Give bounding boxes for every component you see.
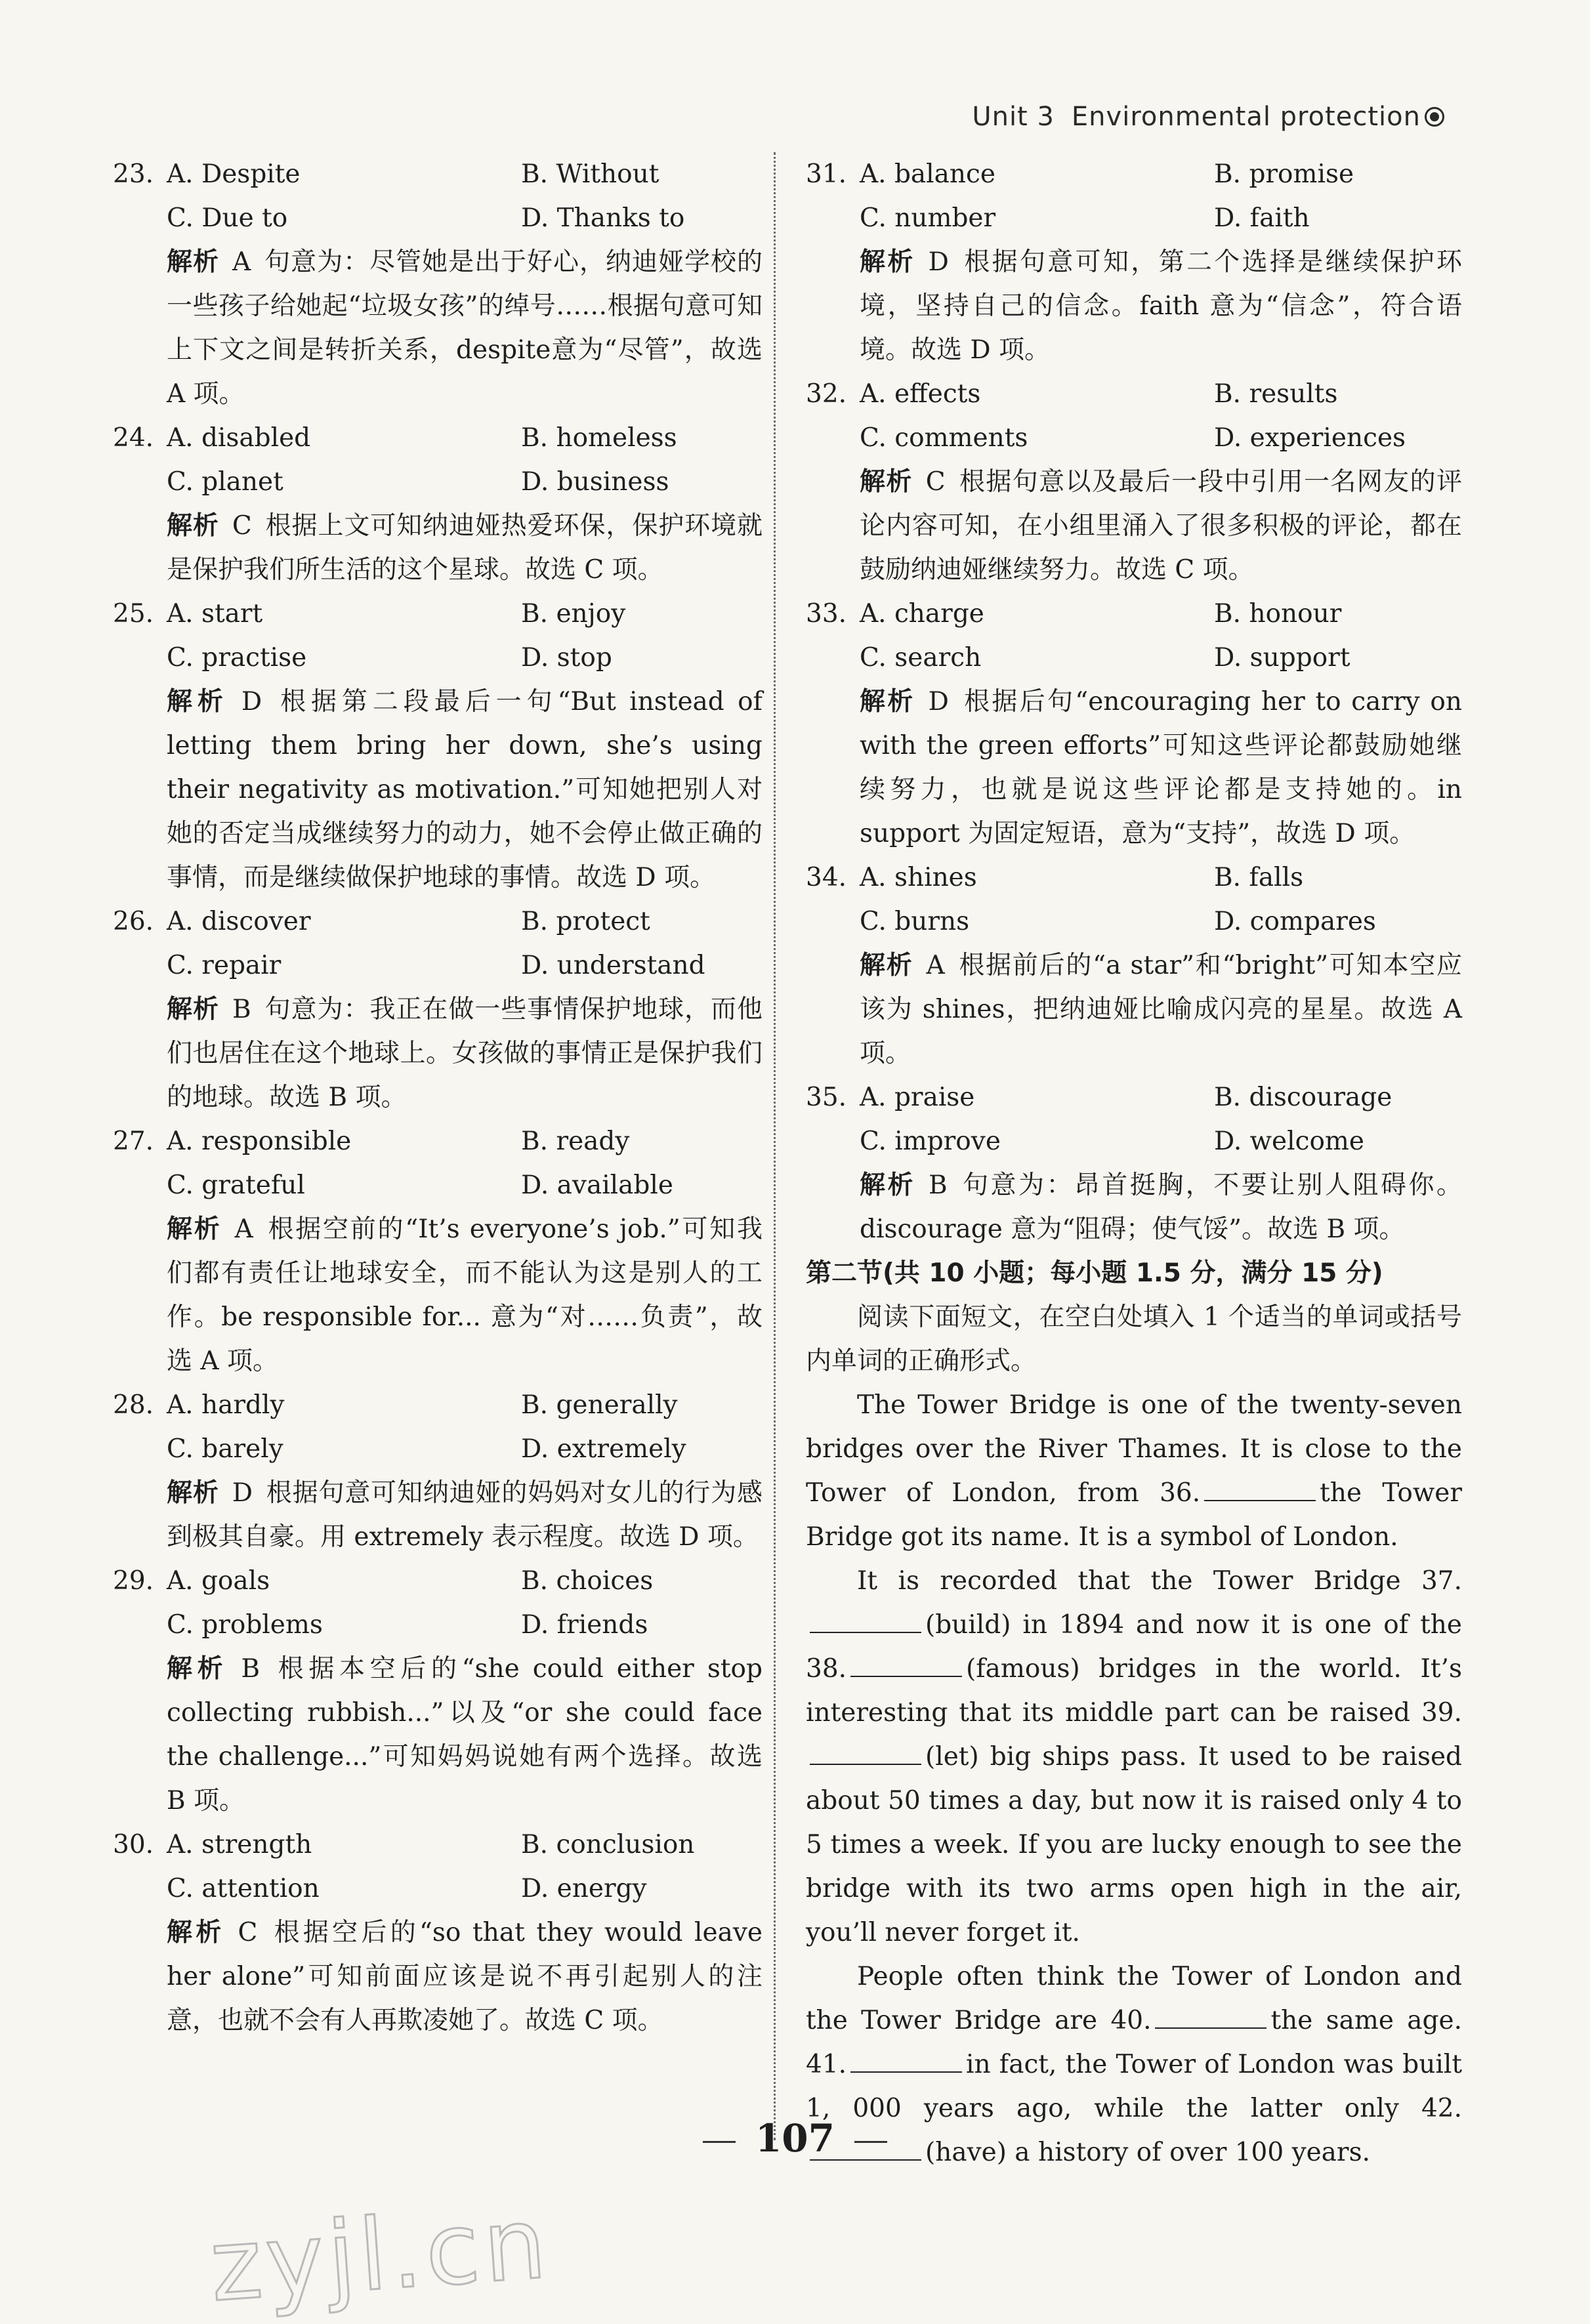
option-b[interactable]: B. protect [521, 907, 650, 936]
option-b[interactable]: B. ready [521, 1127, 630, 1156]
option-d[interactable]: D. available [521, 1171, 673, 1200]
question-item [806, 372, 1462, 592]
page-dash-left [703, 2141, 736, 2143]
question-item [806, 1075, 1462, 1251]
option-a[interactable]: A. shines [860, 863, 977, 892]
p2-text-d: (let) big ships pass. It used to be raised about 50 times a day, but now it is raised only 4 to 5 times a week. If you are lucky enough to see the bridge with its two arms open high in the air, you’ll never forget it. [806, 1742, 1462, 1947]
question-number: 34. [806, 863, 847, 892]
explanation [806, 460, 1462, 592]
p3-text-a: People often think the Tower of London and the Tower Bridge are 40. [806, 1962, 1462, 2035]
p1-text-b: the Tower Bridge got its name. It is a symbol of London. [806, 1478, 1463, 1552]
answer-letter: D [241, 687, 262, 716]
option-b[interactable]: B. homeless [521, 423, 677, 453]
p3-text-c: in fact, the Tower of London was built 1, 000 years ago, while the latter only 42. [806, 2050, 1462, 2123]
blank-38[interactable] [850, 1651, 962, 1677]
answer-letter: C [925, 467, 946, 497]
question-number: 33. [806, 599, 847, 629]
watermark: zyjl.cn [206, 2186, 554, 2324]
blank-36[interactable] [1204, 1475, 1316, 1501]
question-row-2 [806, 1119, 1462, 1163]
option-b[interactable]: B. results [1214, 379, 1338, 409]
option-d[interactable]: D. extremely [521, 1434, 686, 1464]
blank-39[interactable] [810, 1739, 921, 1765]
question-number: 25. [113, 599, 154, 629]
answer-letter: A [234, 1214, 253, 1244]
option-b[interactable]: B. promise [1214, 159, 1354, 189]
p2-text-a: It is recorded that the Tower Bridge 37. [857, 1566, 1462, 1596]
explanation [113, 504, 763, 592]
explanation [113, 1207, 763, 1383]
question-row-1 [806, 372, 1462, 416]
option-c[interactable]: C. barely [167, 1434, 283, 1464]
option-b[interactable]: B. enjoy [521, 599, 626, 629]
answer-letter: D [928, 687, 949, 716]
explanation-text: 根据句意可知，第二个选择是继续保护环境，坚持自己的信念。faith 意为“信念”，符合语境。故选 D 项。 [860, 247, 1462, 365]
question-number: 32. [806, 379, 847, 409]
option-b[interactable]: B. conclusion [521, 1830, 695, 1859]
option-c[interactable]: C. repair [167, 951, 282, 980]
analysis-tag: 解析 [860, 247, 915, 277]
question-row-2 [113, 1867, 763, 1911]
p2-text-c: (famous) bridges in the world. It’s interesting that its middle part can be raised 39. [806, 1654, 1462, 1728]
question-row-1 [806, 1075, 1462, 1119]
question-row-2 [806, 196, 1462, 240]
option-a[interactable]: A. responsible [167, 1127, 352, 1156]
question-row-2 [806, 900, 1462, 944]
option-b[interactable]: B. Without [521, 159, 659, 189]
option-c[interactable]: C. search [860, 643, 982, 673]
instruction: 阅读下面短文，在空白处填入 1 个适当的单词或括号内单词的正确形式。 [806, 1302, 1462, 1376]
explanation [113, 1471, 763, 1559]
answer-letter: C [232, 511, 252, 541]
option-a[interactable]: A. goals [167, 1566, 270, 1596]
question-row-2 [113, 460, 763, 504]
question-item [113, 416, 763, 592]
question-row-1 [806, 152, 1462, 196]
option-a[interactable]: A. discover [167, 907, 311, 936]
option-a[interactable]: A. hardly [167, 1390, 285, 1420]
explanation-text: 根据句意可知纳迪娅的妈妈对女儿的行为感到极其自豪。用 extremely 表示程度。故选 D 项。 [167, 1478, 763, 1552]
explanation-text: 根据空后的“so that they would leave her alone”可知前面应该是说不再引起别人的注意，也就不会有人再欺凌她了。故选 C 项。 [167, 1918, 763, 2035]
option-d[interactable]: D. faith [1214, 203, 1310, 233]
explanation [113, 1911, 763, 2043]
question-row-1 [113, 416, 763, 460]
question-number: 27. [113, 1127, 154, 1156]
option-b[interactable]: B. honour [1214, 599, 1342, 629]
question-number: 24. [113, 423, 154, 453]
option-d[interactable]: D. support [1214, 643, 1350, 673]
question-row-2 [806, 636, 1462, 680]
question-item [113, 1383, 763, 1559]
option-b[interactable]: B. discourage [1214, 1083, 1392, 1112]
option-a[interactable]: A. effects [860, 379, 981, 409]
analysis-tag: 解析 [167, 1478, 219, 1508]
question-row-1 [113, 152, 763, 196]
question-row-1 [806, 592, 1462, 636]
explanation-text: 根据前后的“a star”和“bright”可知本空应该为 shines，把纳迪娅比喻成闪亮的星星。故选 A 项。 [860, 951, 1462, 1068]
question-row-1 [113, 1823, 763, 1867]
option-d[interactable]: D. friends [521, 1610, 648, 1640]
option-b[interactable]: B. choices [521, 1566, 654, 1596]
running-header [972, 102, 1444, 132]
passage-paragraph-1 [806, 1383, 1462, 1559]
question-item [113, 1823, 763, 2043]
question-number: 26. [113, 907, 154, 936]
question-row-2 [113, 1427, 763, 1471]
question-row-1 [113, 1119, 763, 1163]
question-item [113, 152, 763, 416]
blank-37[interactable] [810, 1607, 921, 1633]
question-number: 28. [113, 1390, 154, 1420]
question-row-1 [113, 592, 763, 636]
option-b[interactable]: B. falls [1214, 863, 1304, 892]
option-c[interactable]: C. burns [860, 907, 970, 936]
explanation [806, 1163, 1462, 1251]
page-dash-right [854, 2141, 887, 2143]
explanation-text: 根据上文可知纳迪娅热爱环保，保护环境就是保护我们所生活的这个星球。故选 C 项。 [167, 511, 763, 585]
explanation-text: 根据本空后的“she could either stop collecting rubbish...”以及“or she could face the challenge...”可知妈妈说她有两个选择。故选 B 项。 [167, 1654, 763, 1816]
passage-paragraph-2 [806, 1559, 1462, 1955]
question-row-1 [113, 1383, 763, 1427]
answer-letter: B [232, 995, 251, 1024]
question-number: 31. [806, 159, 847, 189]
analysis-tag: 解析 [167, 1654, 228, 1684]
question-row-2 [113, 636, 763, 680]
option-c[interactable]: C. planet [167, 467, 283, 497]
question-row-2 [113, 944, 763, 987]
option-a[interactable]: A. balance [860, 159, 995, 189]
unit-title: Environmental protection [1071, 102, 1421, 132]
blank-41[interactable] [850, 2046, 962, 2073]
option-d[interactable]: D. understand [521, 951, 705, 980]
question-item [113, 592, 763, 900]
question-item [113, 900, 763, 1119]
option-d[interactable]: D. welcome [1214, 1127, 1364, 1156]
option-a[interactable]: A. praise [860, 1083, 975, 1112]
option-a[interactable]: A. start [167, 599, 263, 629]
question-row-1 [806, 856, 1462, 900]
analysis-tag: 解析 [860, 951, 913, 980]
answer-letter: A [232, 247, 251, 277]
option-c[interactable]: C. attention [167, 1874, 320, 1903]
page-number [0, 2116, 1590, 2161]
option-d[interactable]: D. Thanks to [521, 203, 685, 233]
answer-letter: D [928, 247, 949, 277]
analysis-tag: 解析 [860, 687, 915, 716]
explanation-text: 根据空前的“It’s everyone’s job.”可知我们都有责任让地球安全，而不能认为这是别人的工作。be responsible for... 意为“对……负责”，故选 A 项。 [167, 1214, 763, 1376]
explanation [113, 680, 763, 900]
p2-text-b: (build) in 1894 and now it is one of the 38. [806, 1610, 1462, 1684]
explanation-text: 根据句意以及最后一段中引用一名网友的评论内容可知，在小组里涌入了很多积极的评论，都在鼓励纳迪娅继续努力。故选 C 项。 [860, 467, 1462, 585]
question-number: 23. [113, 159, 154, 189]
option-d[interactable]: D. energy [521, 1874, 647, 1903]
explanation-text: 根据第二段最后一句“But instead of letting them bring her down, she’s using their negativity as motivation.”可知她把别人对她的否定当成继续努力的动力，她不会停止做正确的事情，而是继续做保护地球的事情。故选 D 项。 [167, 687, 763, 892]
question-number: 30. [113, 1830, 154, 1859]
question-row-1 [113, 900, 763, 944]
question-row-2 [113, 196, 763, 240]
option-c[interactable]: C. practise [167, 643, 307, 673]
answer-letter: D [232, 1478, 253, 1508]
analysis-tag: 解析 [860, 467, 913, 497]
explanation [806, 944, 1462, 1075]
explanation-text: 根据后句“encouraging her to carry on with the green efforts”可知这些评论都鼓励她继续努力，也就是说这些评论都是支持她的。in support 为固定短语，意为“支持”，故选 D 项。 [860, 687, 1462, 848]
blank-40[interactable] [1155, 2002, 1266, 2029]
question-item [113, 1559, 763, 1823]
option-b[interactable]: B. generally [521, 1390, 678, 1420]
answer-letter: B [241, 1654, 260, 1684]
section-title: 第二节(共 10 小题；每小题 1.5 分，满分 15 分) [806, 1258, 1383, 1288]
option-a[interactable]: A. disabled [167, 423, 311, 453]
analysis-tag: 解析 [860, 1171, 915, 1200]
question-row-1 [113, 1559, 763, 1603]
option-d[interactable]: D. experiences [1214, 423, 1406, 453]
question-item [806, 592, 1462, 856]
option-a[interactable]: A. Despite [167, 159, 301, 189]
option-c[interactable]: C. number [860, 203, 996, 233]
explanation [113, 240, 763, 416]
bullet-icon [1425, 107, 1444, 127]
question-number: 29. [113, 1566, 154, 1596]
option-a[interactable]: A. strength [167, 1830, 312, 1859]
right-items [806, 152, 1462, 1251]
analysis-tag: 解析 [167, 1918, 225, 1947]
p3-text-b: the same age. 41. [806, 2006, 1463, 2079]
analysis-tag: 解析 [167, 247, 219, 277]
option-d[interactable]: D. stop [521, 643, 612, 673]
analysis-tag: 解析 [167, 995, 219, 1024]
explanation-text: 句意为：昂首挺胸，不要让别人阻碍你。discourage 意为“阻碍；使气馁”。故选 B 项。 [860, 1171, 1462, 1244]
analysis-tag: 解析 [167, 1214, 222, 1244]
explanation [113, 1647, 763, 1823]
p1-text-a: The Tower Bridge is one of the twenty-seven bridges over the River Thames. It is close to the Tower of London, from 36. [806, 1390, 1462, 1508]
analysis-tag: 解析 [167, 511, 219, 541]
question-number: 35. [806, 1083, 847, 1112]
analysis-tag: 解析 [167, 687, 228, 716]
option-d[interactable]: D. business [521, 467, 669, 497]
option-c[interactable]: C. comments [860, 423, 1028, 453]
explanation [806, 680, 1462, 856]
explanation-text: 句意为：尽管她是出于好心，纳迪娅学校的一些孩子给她起“垃圾女孩”的绰号……根据句意可知上下文之间是转折关系，despite意为“尽管”，故选 A 项。 [167, 247, 763, 409]
column-divider [774, 152, 776, 2140]
question-item [806, 152, 1462, 372]
answer-letter: A [926, 951, 945, 980]
question-row-2 [113, 1603, 763, 1647]
option-c[interactable]: C. improve [860, 1127, 1001, 1156]
explanation [806, 240, 1462, 372]
option-d[interactable]: D. compares [1214, 907, 1376, 936]
question-item [113, 1119, 763, 1383]
option-a[interactable]: A. charge [860, 599, 984, 629]
right-column [806, 152, 1462, 2174]
answer-letter: B [928, 1171, 948, 1200]
p3-text-d: (have) a history of over 100 years. [925, 2138, 1370, 2167]
option-c[interactable]: C. Due to [167, 203, 288, 233]
explanation-text: 句意为：我正在做一些事情保护地球，而他们也居住在这个地球上。女孩做的事情正是保护我们的地球。故选 B 项。 [167, 995, 763, 1112]
question-row-2 [113, 1163, 763, 1207]
option-c[interactable]: C. problems [167, 1610, 323, 1640]
question-row-2 [806, 416, 1462, 460]
left-column [113, 152, 763, 2043]
answer-letter: C [238, 1918, 258, 1947]
question-item [806, 856, 1462, 1075]
explanation [113, 987, 763, 1119]
option-c[interactable]: C. grateful [167, 1171, 305, 1200]
page-number-text: 107 [755, 2116, 835, 2161]
unit-label: Unit 3 [972, 102, 1055, 132]
